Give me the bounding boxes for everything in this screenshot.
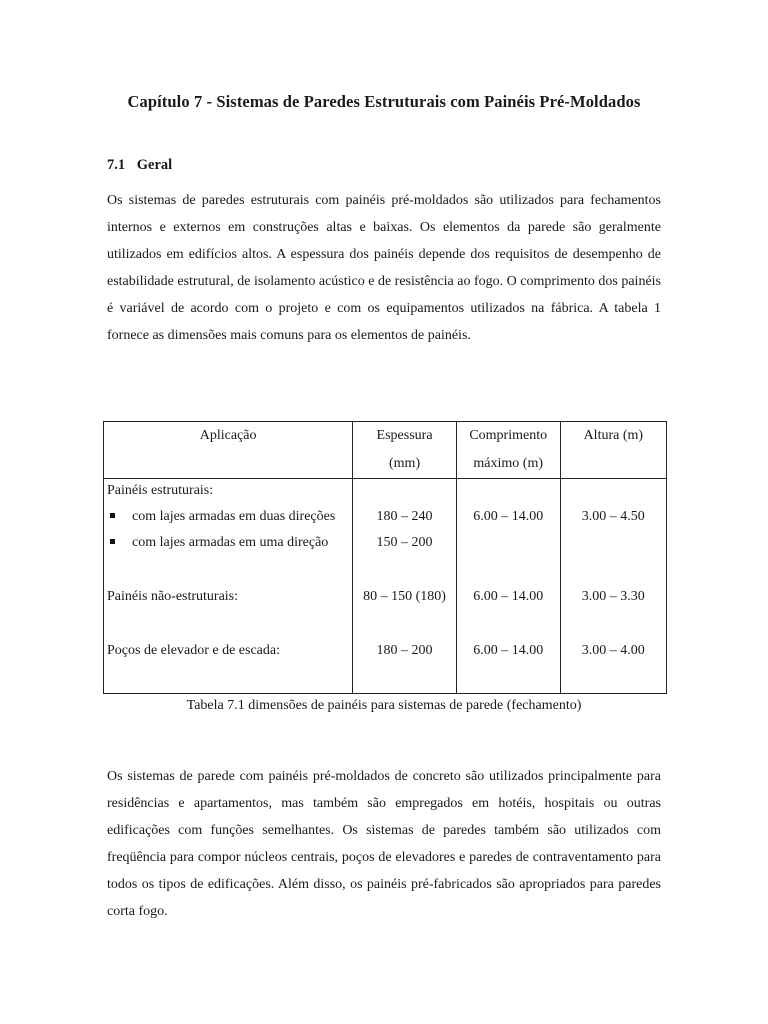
espessura-duas-direcoes: 180 – 240: [376, 509, 433, 524]
label-pocos: Poços de elevador e de escada:: [107, 643, 280, 658]
header-aplicacao: Aplicação: [104, 422, 353, 479]
header-comprimento: [456, 422, 560, 479]
bullet-text: com lajes armadas em duas direções: [132, 509, 336, 524]
altura-pocos: 3.00 – 4.00: [581, 643, 645, 658]
label-nao-estruturais: Painéis não-estruturais:: [107, 589, 239, 604]
dimensions-table: [103, 421, 667, 694]
header-espessura-line1: Espessura: [376, 428, 433, 443]
espessura-nao-estruturais: 80 – 150 (180): [363, 589, 446, 604]
altura-estruturais: 3.00 – 4.50: [581, 509, 645, 524]
bullet-item-uma-direcao: [107, 535, 352, 551]
altura-nao-estruturais: 3.00 – 3.30: [581, 589, 645, 604]
comprimento-nao-estruturais: 6.00 – 14.00: [473, 589, 544, 604]
bullet-text: com lajes armadas em uma direção: [132, 535, 329, 550]
comprimento-estruturais: 6.00 – 14.00: [473, 509, 544, 524]
section-title: Geral: [136, 157, 173, 173]
espessura-pocos: 180 – 200: [376, 643, 433, 658]
cell-altura: [560, 479, 666, 694]
header-altura: Altura (m): [560, 422, 666, 479]
table-row: [104, 479, 667, 694]
header-comprimento-line2: máximo (m): [473, 456, 544, 471]
bullet-item-duas-direcoes: [107, 509, 352, 525]
cell-comprimento: [456, 479, 560, 694]
cell-espessura: [353, 479, 457, 694]
header-espessura: [353, 422, 457, 479]
paragraph-usage: Os sistemas de parede com painéis pré-moldados de concreto são utilizados principalmente para residências e apartamentos, mas também são empregados em hotéis, hospitais ou outras edificações com funções semelhantes. Os sistemas de paredes também são utilizados com freqüência para compor núcleos centrais, poços de elevadores e paredes de contraventamento para todos os tipos de edificações. Além disso, os painéis pré-fabricados são apropriados para paredes corta fogo.: [107, 769, 661, 919]
comprimento-pocos: 6.00 – 14.00: [473, 643, 544, 658]
espessura-uma-direcao: 150 – 200: [376, 535, 433, 550]
cell-aplicacao: [104, 479, 353, 694]
bullet-icon: [110, 513, 115, 518]
section-number: 7.1: [107, 157, 126, 173]
label-estruturais: Painéis estruturais:: [107, 483, 214, 498]
bullet-icon: [110, 539, 115, 544]
table-caption: Tabela 7.1 dimensões de painéis para sistemas de parede (fechamento): [186, 698, 582, 713]
paragraph-intro: Os sistemas de paredes estruturais com painéis pré-moldados são utilizados para fechamentos internos e externos em construções altas e baixas. Os elementos da parede são geralmente utilizados em edifícios altos. A espessura dos painéis depende dos requisitos de desempenho de estabilidade estrutural, de isolamento acústico e de resistência ao fogo. O comprimento dos painéis é variável de acordo com o projeto e com os equipamentos utilizados na fábrica. A tabela 1 fornece as dimensões mais comuns para os elementos de painéis.: [107, 193, 661, 343]
header-comprimento-line1: Comprimento: [469, 428, 548, 443]
section-heading: [107, 157, 172, 174]
table-header-row: [104, 422, 667, 479]
header-espessura-line2: (mm): [389, 456, 421, 471]
chapter-title: Capítulo 7 - Sistemas de Paredes Estruturais com Painéis Pré-Moldados: [127, 92, 641, 111]
